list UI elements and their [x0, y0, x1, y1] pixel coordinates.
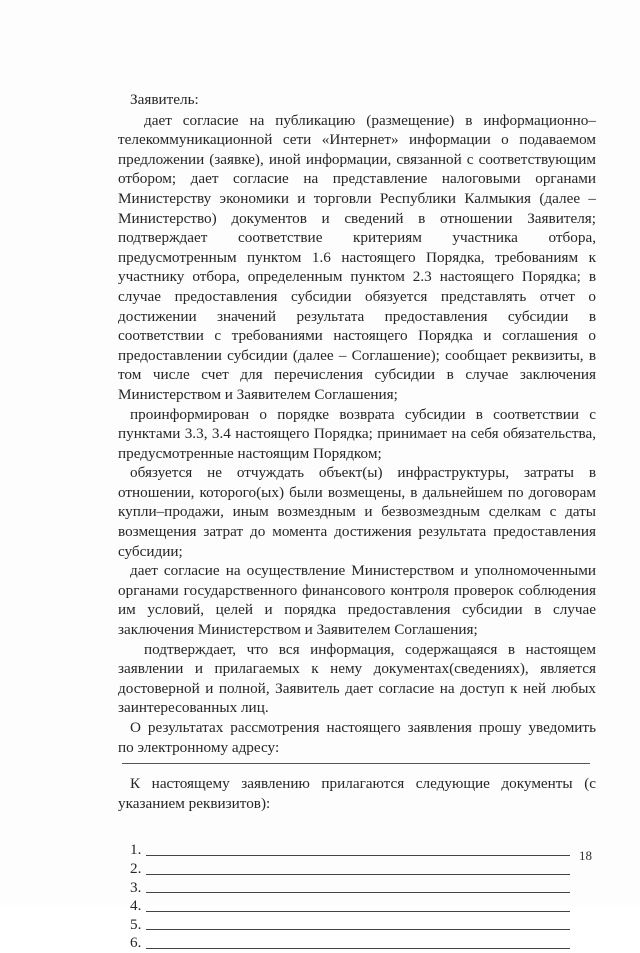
page-number: 18 [579, 848, 592, 863]
attachment-item [130, 879, 596, 898]
attachment-blank-line[interactable] [146, 873, 570, 875]
paragraph-no-alienation: обязуется не отчуждать объект(ы) инфраструктуры, затраты в отношении, которого(ых) были возмещены, в дальнейшем по договорам купли–продажи, иным возмездным и безвозмездным сделкам с даты возмещения затрат до момента достижения результата предоставления субсидии; [118, 464, 596, 560]
attachment-item [130, 916, 596, 935]
document-body [118, 90, 596, 953]
attachment-blank-line[interactable] [146, 928, 570, 930]
attachment-item [130, 897, 596, 916]
attachment-blank-line[interactable] [146, 910, 570, 912]
attachment-number: 2. [130, 859, 142, 877]
attachment-blank-line[interactable] [146, 947, 570, 949]
attachment-number: 6. [130, 934, 142, 952]
attachment-number: 5. [130, 915, 142, 933]
attachment-number: 4. [130, 897, 142, 915]
applicant-heading: Заявитель: [130, 91, 199, 108]
attachment-blank-line[interactable] [146, 854, 570, 856]
paragraph-consent-inspection: дает согласие на осуществление Министерством и уполномоченными органами государственного финансового контроля проверок соблюдения им условий, целей и порядка предоставления субсидии в случае заключения Министерством и Заявителем Соглашения; [118, 562, 596, 639]
attachment-number: 3. [130, 878, 142, 896]
attachment-item [130, 841, 596, 860]
attachment-blank-line[interactable] [146, 891, 570, 893]
paragraph-notify-email: О результатах рассмотрения настоящего заявления прошу уведомить по электронному адресу: [118, 719, 596, 756]
paragraph-consent-publication: дает согласие на публикацию (размещение) в информационно–телекоммуникационной сети «Интернет» информации о подаваемом предложении (заявке), иной информации, связанной с соответствующим отбором; дает согласие на представление налоговыми органами Министерству экономики и торговли Республики Калмыкия (далее – Министерство) документов и сведений в отношении Заявителя; подтверждает соответствие критериям участника отбора, предусмотренным пунктом 1.6 настоящего Порядка, требованиям к участнику отбора, определенным пунктом 2.3 настоящего Порядка; в случае предоставления субсидии обязуется представлять отчет о достижении значений результата предоставления субсидии в соответствии с требованиями настоящего Порядка и соглашения о предоставлении субсидии (далее – Соглашение); сообщает реквизиты, в том числе счет для перечисления субсидии в случае заключения Министерством и Заявителем Соглашения; [118, 111, 596, 403]
paragraph-confirm-accuracy: подтверждает, что вся информация, содержащаяся в настоящем заявлении и прилагаемых к нему документах(сведениях), является достоверной и полной, Заявитель дает согласие на доступ к ней любых заинтересованных лиц. [118, 640, 596, 717]
attachment-item [130, 934, 596, 953]
attachment-number: 1. [130, 841, 142, 859]
paragraph-attachments: К настоящему заявлению прилагаются следующие документы (с указанием реквизитов): [118, 775, 596, 812]
attachments-list [118, 841, 596, 953]
email-blank-line[interactable] [122, 763, 590, 764]
paragraph-return-subsidy: проинформирован о порядке возврата субсидии в соответствии с пунктами 3.3, 3.4 настоящего Порядка; принимает на себя обязательства, предусмотренные настоящим Порядком; [118, 405, 596, 462]
attachment-item [130, 860, 596, 879]
